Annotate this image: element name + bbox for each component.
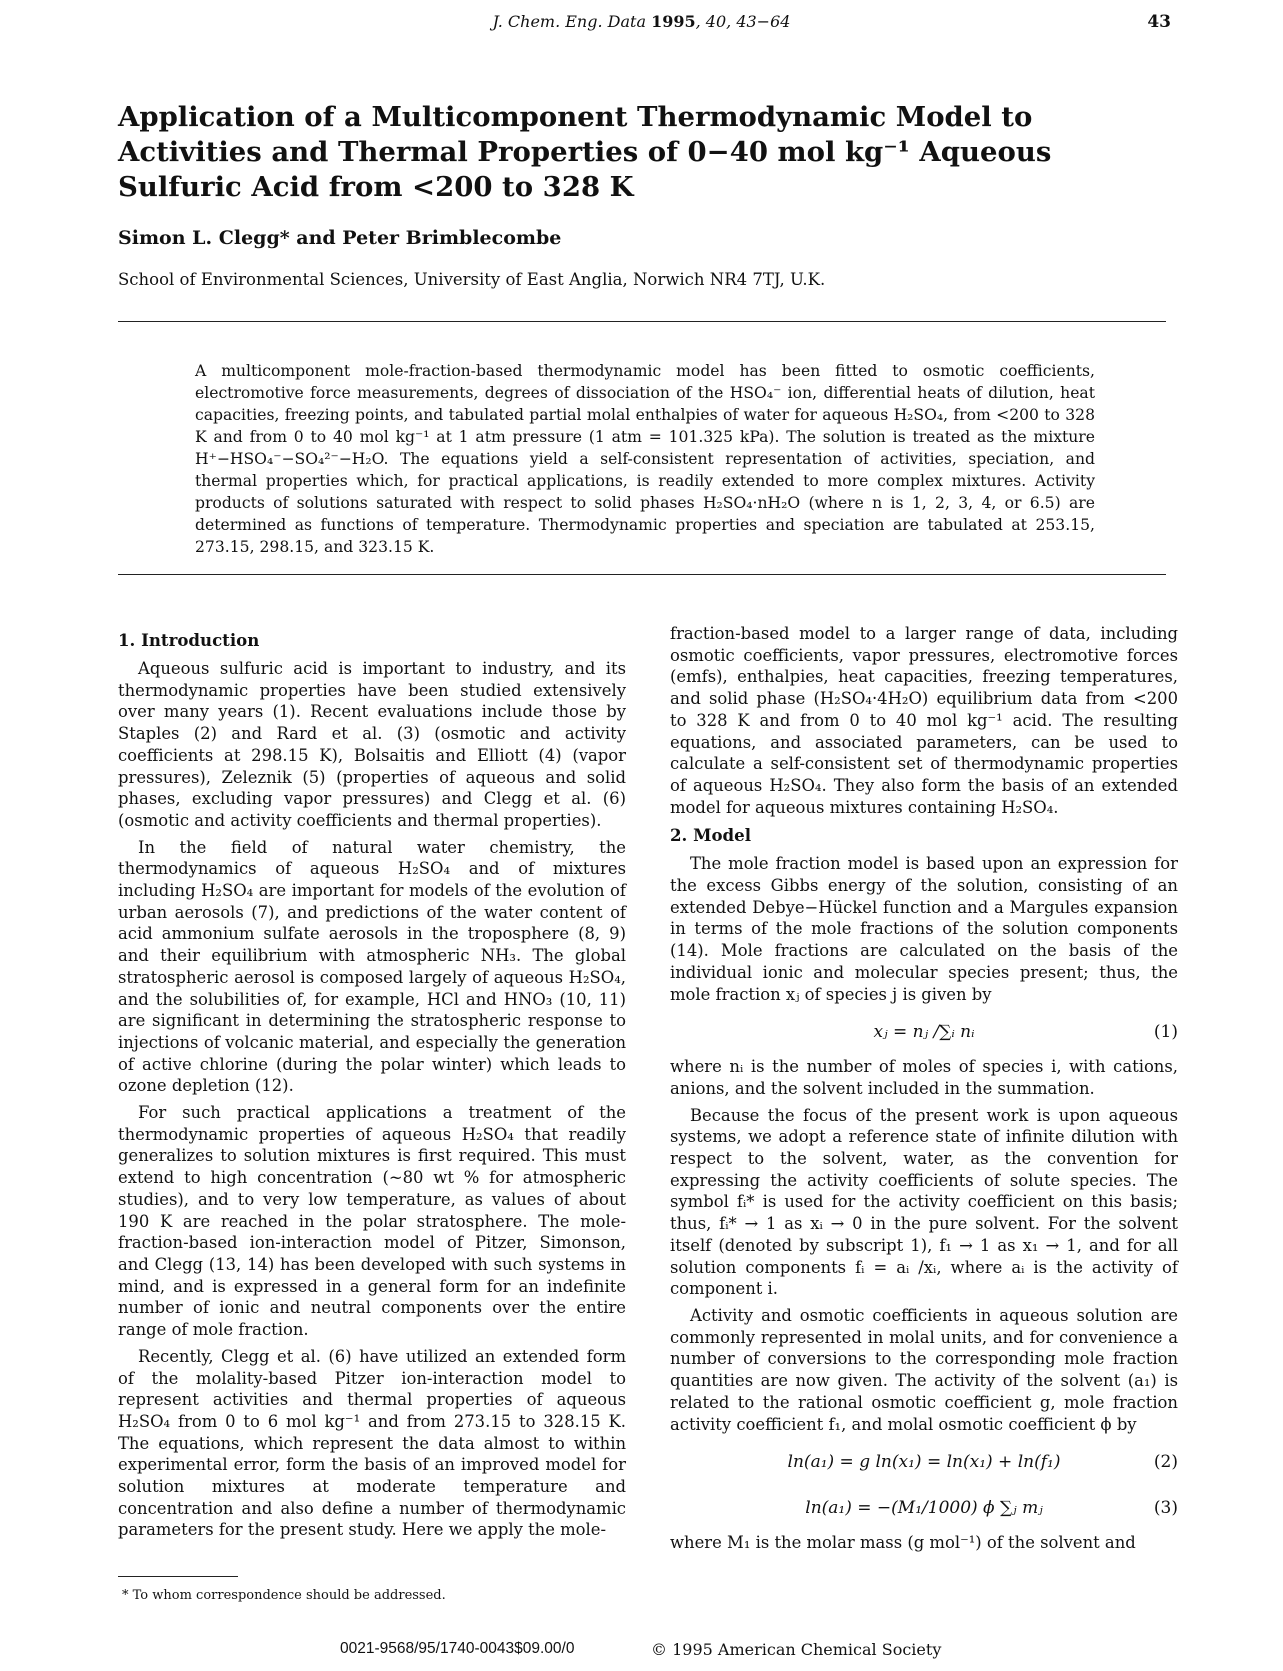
paragraph: Recently, Clegg et al. (6) have utilized an extended form of the molality-based Pitzer ion-interaction model to represent activities and thermal properties of aqueous H₂SO₄ from 0 to 6 mol kg⁻¹ and from 273.15 to 328.15 K. The equations, which represent the data almost to within experimental error, form the basis of an improved model for solution mixtures at moderate temperature and concentration and also define a number of thermodynamic parameters for the present study. Here we apply the mole- bbox=[118, 1346, 626, 1540]
equation-expression: ln(a₁) = g ln(x₁) = ln(x₁) + ln(f₁) bbox=[787, 1452, 1061, 1473]
title-line: Sulfuric Acid from <200 to 328 K bbox=[118, 171, 634, 203]
paragraph: For such practical applications a treatment of the thermodynamic properties of aqueous H₂SO₄ that readily generalizes to solution mixtures is first required. This must extend to high concentration (~80 wt % for atmospheric studies), and to very low temperature, as values of about 190 K are reached in the polar stratosphere. The mole-fraction-based ion-interaction model of Pitzer, Simonson, and Clegg (13, 14) has been developed with such systems in mind, and is expressed in a general form for an indefinite number of ionic and neutral components over the entire range of mole fraction. bbox=[118, 1103, 626, 1340]
journal-reference bbox=[0, 12, 1283, 31]
abstract-bottom-rule bbox=[118, 574, 1166, 575]
title-line: Activities and Thermal Properties of 0−40 mol kg⁻¹ Aqueous bbox=[118, 136, 1052, 168]
equation-expression: ln(a₁) = −(M₁/1000) ϕ ∑ⱼ mⱼ bbox=[805, 1498, 1043, 1519]
paragraph: In the field of natural water chemistry, the thermodynamics of aqueous H₂SO₄ and of mixtures including H₂SO₄ are important for models of the evolution of urban aerosols (7), and predictions of the water content of acid ammonium sulfate aerosols in the troposphere (8, 9) and their equilibrium with atmospheric NH₃. The global stratospheric aerosol is composed largely of aqueous H₂SO₄, and the solubilities of, for example, HCl and HNO₃ (10, 11) are significant in determining the stratospheric response to injections of volcanic material, and especially the generation of active chlorine (during the polar winter) which leads to ozone depletion (12). bbox=[118, 837, 626, 1096]
copyright: © 1995 American Chemical Society bbox=[651, 1640, 942, 1659]
footnote-rule bbox=[118, 1576, 238, 1577]
journal-name: J. Chem. Eng. Data bbox=[492, 12, 646, 31]
equation-number: (1) bbox=[1153, 1022, 1178, 1043]
equation-3 bbox=[670, 1486, 1178, 1532]
page-number: 43 bbox=[1147, 12, 1171, 32]
article-code: 0021-9568/95/1740-0043$09.00/0 bbox=[340, 1640, 575, 1657]
footnote: * To whom correspondence should be addressed. bbox=[122, 1588, 446, 1603]
title-line: Application of a Multicomponent Thermodynamic Model to bbox=[118, 101, 1033, 133]
equation-expression: xⱼ = nⱼ /∑ᵢ nᵢ bbox=[873, 1022, 975, 1043]
paragraph: Activity and osmotic coefficients in aqueous solution are commonly represented in molal units, and for convenience a number of conversions to the corresponding mole fraction quantities are now given. The activity of the solvent (a₁) is related to the rational osmotic coefficient g, mole fraction activity coefficient f₁, and molal osmotic coefficient ϕ by bbox=[670, 1305, 1178, 1434]
paragraph: fraction-based model to a larger range of data, including osmotic coefficients, vapor pressures, electromotive forces (emfs), enthalpies, heat capacities, freezing temperatures, and solid phase (H₂SO₄·4H₂O) equilibrium data from <200 to 328 K and from 0 to 40 mol kg⁻¹ acid. The resulting equations, and associated parameters, can be used to calculate a self-consistent set of thermodynamic properties of aqueous H₂SO₄. They also form the basis of an extended model for aqueous mixtures containing H₂SO₄. bbox=[670, 624, 1178, 817]
paragraph: where nᵢ is the number of moles of species i, with cations, anions, and the solvent included in the summation. bbox=[670, 1057, 1178, 1098]
equation-number: (2) bbox=[1153, 1452, 1178, 1473]
abstract: A multicomponent mole-fraction-based thermodynamic model has been fitted to osmotic coefficients, electromotive force measurements, degrees of dissociation of the HSO₄⁻ ion, differential heats of dilution, heat capacities, freezing points, and tabulated partial molal enthalpies of water for aqueous H₂SO₄, from <200 to 328 K and from 0 to 40 mol kg⁻¹ at 1 atm pressure (1 atm = 101.325 kPa). The solution is treated as the mixture H⁺−HSO₄⁻−SO₄²⁻−H₂O. The equations yield a self-consistent representation of activities, speciation, and thermal properties which, for practical applications, is readily extended to more complex mixtures. Activity products of solutions saturated with respect to solid phases H₂SO₄·nH₂O (where n is 1, 2, 3, 4, or 6.5) are determined as functions of temperature. Thermodynamic properties and speciation are tabulated at 253.15, 273.15, 298.15, and 323.15 K. bbox=[195, 362, 1095, 556]
affiliation: School of Environmental Sciences, University of East Anglia, Norwich NR4 7TJ, U.K. bbox=[118, 270, 826, 289]
equation-1 bbox=[670, 1010, 1178, 1056]
journal-year: 1995 bbox=[651, 12, 696, 31]
section-heading-model: 2. Model bbox=[670, 825, 751, 846]
paragraph: The mole fraction model is based upon an expression for the excess Gibbs energy of the solution, consisting of an extended Debye−Hückel function and a Margules expansion in terms of the mole fractions of the solution components (14). Mole fractions are calculated on the basis of the individual ionic and molecular species present; thus, the mole fraction xⱼ of species j is given by bbox=[670, 854, 1178, 1004]
section-heading-introduction: 1. Introduction bbox=[118, 630, 260, 650]
paragraph: Aqueous sulfuric acid is important to industry, and its thermodynamic properties have been studied extensively over many years (1). Recent evaluations include those by Staples (2) and Rard et al. (3) (osmotic and activity coefficients at 298.15 K), Bolsaitis and Elliott (4) (vapor pressures), Zeleznik (5) (properties of aqueous and solid phases, excluding vapor pressures) and Clegg et al. (6) (osmotic and activity coefficients and thermal properties). bbox=[118, 659, 626, 830]
paper-title bbox=[118, 100, 1118, 205]
equation-2 bbox=[670, 1440, 1178, 1486]
paragraph: where M₁ is the molar mass (g mol⁻¹) of the solvent and bbox=[670, 1533, 1136, 1553]
equation-number: (3) bbox=[1153, 1498, 1178, 1519]
right-column bbox=[670, 623, 1178, 1559]
authors: Simon L. Clegg* and Peter Brimblecombe bbox=[118, 227, 562, 249]
abstract-top-rule bbox=[118, 321, 1166, 322]
paragraph: Because the focus of the present work is upon aqueous systems, we adopt a reference state of infinite dilution with respect to the solvent, water, as the convention for expressing the activity coefficients of solute species. The symbol fᵢ* is used for the activity coefficient on this basis; thus, fᵢ* → 1 as xᵢ → 0 in the pure solvent. For the solvent itself (denoted by subscript 1), f₁ → 1 as x₁ → 1, and for all solution components fᵢ = aᵢ /xᵢ, where aᵢ is the activity of component i. bbox=[670, 1105, 1178, 1299]
journal-volume-pages: , 40, 43−64 bbox=[695, 12, 791, 31]
left-column bbox=[118, 623, 626, 1546]
